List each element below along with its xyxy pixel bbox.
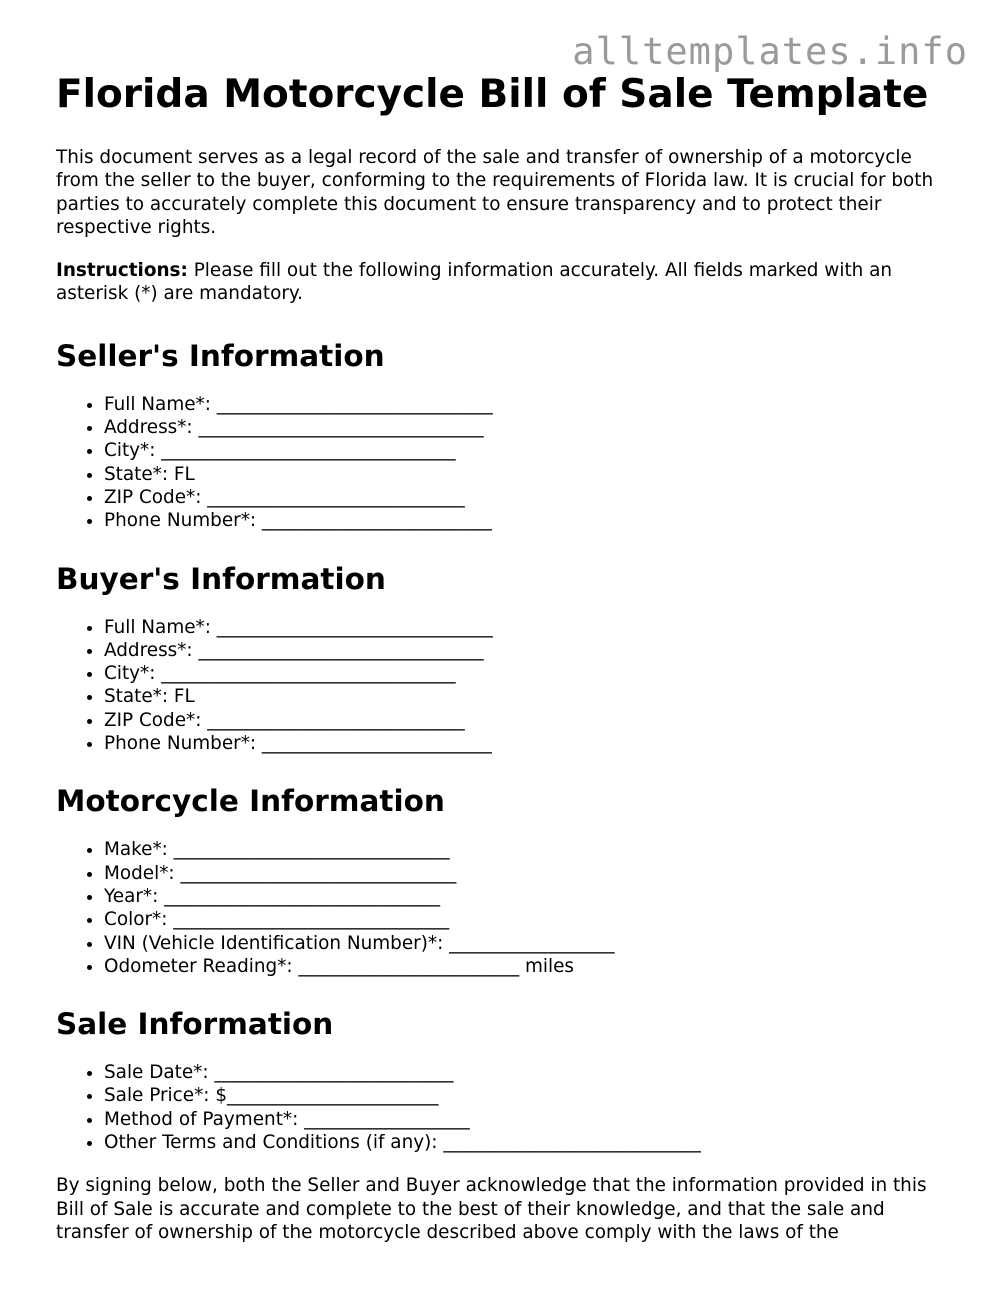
instructions-label: Instructions: [56, 260, 188, 282]
instructions-paragraph [56, 259, 956, 306]
buyer-phone-field: • Phone Number*: _________________________ [104, 732, 956, 755]
buyer-full-name-field: • Full Name*: ______________________________ [104, 616, 956, 639]
buyer-address-field: • Address*: _______________________________ [104, 639, 956, 662]
motorcycle-year-field: • Year*: ______________________________ [104, 885, 956, 908]
sale-date-field: • Sale Date*: __________________________ [104, 1061, 956, 1084]
watermark: alltemplates.info [572, 30, 968, 73]
document-page [56, 72, 956, 1244]
sale-fields-list [56, 1061, 956, 1154]
seller-heading: Seller's Information [56, 338, 385, 373]
seller-state-field: • State*: FL [104, 463, 956, 486]
seller-address-field: • Address*: _______________________________ [104, 416, 956, 439]
sale-price-field: • Sale Price*: $_______________________ [104, 1084, 956, 1107]
closing-paragraph: By signing below, both the Seller and Buyer acknowledge that the information provided in this Bill of Sale is accurate and complete to the best of their knowledge, and that the sale and transfer of ownership of the motorcycle described above comply with the laws of the [56, 1175, 927, 1243]
seller-fields-list [56, 393, 956, 533]
instructions-text: Please fill out the following information accurately. All fields marked with an asterisk (*) are mandatory. [56, 260, 893, 305]
seller-full-name-field: • Full Name*: ______________________________ [104, 393, 956, 416]
motorcycle-vin-field: • VIN (Vehicle Identification Number)*: __________________ [104, 932, 956, 955]
motorcycle-make-field: • Make*: ______________________________ [104, 838, 956, 861]
motorcycle-color-field: • Color*: ______________________________ [104, 908, 956, 931]
motorcycle-odometer-field: • Odometer Reading*: ________________________ miles [104, 955, 956, 978]
buyer-heading: Buyer's Information [56, 561, 386, 596]
buyer-city-field: • City*: ________________________________ [104, 662, 956, 685]
document-title: Florida Motorcycle Bill of Sale Template [56, 72, 929, 117]
motorcycle-heading: Motorcycle Information [56, 784, 445, 819]
buyer-zip-field: • ZIP Code*: ____________________________ [104, 709, 956, 732]
motorcycle-model-field: • Model*: ______________________________ [104, 862, 956, 885]
other-terms-field: • Other Terms and Conditions (if any): ____________________________ [104, 1131, 956, 1154]
buyer-fields-list [56, 616, 956, 756]
payment-method-field: • Method of Payment*: __________________ [104, 1108, 956, 1131]
seller-zip-field: • ZIP Code*: ____________________________ [104, 486, 956, 509]
intro-paragraph: This document serves as a legal record of the sale and transfer of ownership of a motorcycle from the seller to the buyer, conforming to the requirements of Florida law. It is crucial for both parties to accurately complete this document to ensure transparency and to protect their respective rights. [56, 147, 934, 238]
sale-heading: Sale Information [56, 1007, 334, 1042]
motorcycle-fields-list [56, 838, 956, 978]
seller-phone-field: • Phone Number*: _________________________ [104, 509, 956, 532]
seller-city-field: • City*: ________________________________ [104, 439, 956, 462]
buyer-state-field: • State*: FL [104, 685, 956, 708]
